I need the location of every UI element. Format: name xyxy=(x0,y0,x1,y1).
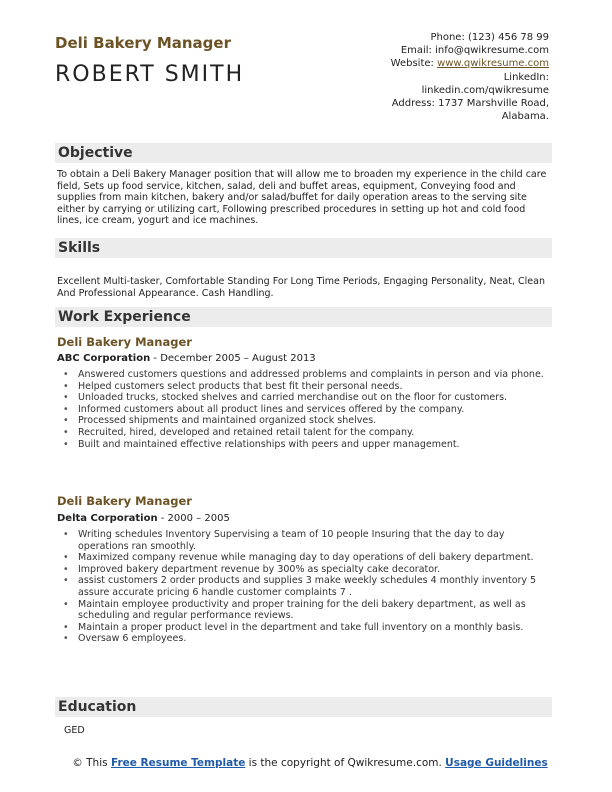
job-2-dates: - 2000 – 2005 xyxy=(157,513,230,524)
job-2-title: Deli Bakery Manager xyxy=(57,494,192,508)
job-1-title: Deli Bakery Manager xyxy=(57,335,192,349)
list-item: • Answered customers questions and addressed problems and complaints in person and via phone. xyxy=(57,369,552,381)
contact-linkedin-label: LinkedIn: xyxy=(503,71,549,83)
list-item: • assist customers 2 order products and supplies 3 make weekly schedules 4 monthly inventory 5 assure accurate pricing 6 handle customer complaints 7 . xyxy=(57,575,552,598)
education-heading: Education xyxy=(55,697,552,717)
list-item: • Built and maintained effective relationships with peers and upper management. xyxy=(57,439,552,451)
address-label: Address: xyxy=(391,98,435,110)
list-item: • Recruited, hired, developed and retained retail talent for the company. xyxy=(57,427,552,439)
footer xyxy=(60,757,560,770)
skills-text: Excellent Multi-tasker, Comfortable Standing For Long Time Periods, Engaging Personality, Neat, Clean And Professional Appearance. Cash Handling. xyxy=(57,276,545,299)
contact-linkedin-value: linkedin.com/qwikresume xyxy=(421,84,549,96)
job-2-company: Delta Corporation xyxy=(57,513,158,524)
job-1-bullets xyxy=(57,369,552,450)
list-item: • Maintain employee productivity and proper training for the deli bakery department, as well as scheduling and regular performance reviews. xyxy=(57,599,552,622)
address-line2: Alabama. xyxy=(501,111,549,123)
contact-website xyxy=(289,57,549,70)
contact-address xyxy=(289,97,549,110)
phone-value: (123) 456 78 99 xyxy=(468,32,549,43)
contact-phone xyxy=(289,31,549,44)
website-label: Website: xyxy=(390,58,434,70)
header-job-title: Deli Bakery Manager xyxy=(55,34,231,52)
usage-guidelines-link[interactable]: Usage Guidelines xyxy=(445,757,548,769)
contact-email xyxy=(289,44,549,57)
job-2-company-line xyxy=(57,513,230,524)
list-item: • Maximized company revenue while managing day to day operations of deli bakery department. xyxy=(57,552,552,564)
footer-prefix: © This xyxy=(72,757,111,769)
list-item: • Informed customers about all product lines and services offered by the company. xyxy=(57,404,552,416)
list-item: • Oversaw 6 employees. xyxy=(57,633,552,645)
list-item: • Improved bakery department revenue by 300% as specialty cake decorator. xyxy=(57,564,552,576)
work-experience-heading: Work Experience xyxy=(55,307,552,327)
footer-middle: is the copyright of Qwikresume.com. xyxy=(245,757,446,769)
free-resume-template-link[interactable]: Free Resume Template xyxy=(110,757,246,769)
list-item: • Unloaded trucks, stocked shelves and carried merchandise out on the floor for customers. xyxy=(57,392,552,404)
objective-text: To obtain a Deli Bakery Manager position that will allow me to broaden my experience in the child care field, Sets up food service, kitchen, salad, deli and buffet areas, equipment, Conveying food and supplies from main kitchen, bakery and/or salad/buffet for daily operation areas to the serving site either by carrying or utilizing cart, Following prescribed procedures in setting up hot and cold food lines, ice cream, yogurt and ice machines. xyxy=(57,169,547,227)
email-value: info@qwikresume.com xyxy=(435,45,549,57)
candidate-name: ROBERT SMITH xyxy=(55,62,245,87)
objective-heading: Objective xyxy=(55,143,552,163)
job-1-company: ABC Corporation xyxy=(57,353,151,364)
list-item: • Helped customers select products that best fit their personal needs. xyxy=(57,381,552,393)
job-1-company-line xyxy=(57,353,316,364)
job-1-dates: - December 2005 – August 2013 xyxy=(150,353,316,364)
contact-block xyxy=(289,31,549,123)
phone-label: Phone: xyxy=(430,32,465,43)
list-item: • Processed shipments and maintained organized stock shelves. xyxy=(57,415,552,427)
job-2-bullets xyxy=(57,529,552,645)
email-label: Email: xyxy=(400,45,432,57)
education-text: GED xyxy=(64,725,85,736)
skills-heading: Skills xyxy=(55,238,552,258)
list-item: • Maintain a proper product level in the department and take full inventory on a monthly basis. xyxy=(57,622,552,634)
address-line1: 1737 Marshville Road, xyxy=(438,98,549,110)
website-link[interactable]: www.qwikresume.com xyxy=(437,58,549,70)
list-item: • Writing schedules Inventory Supervising a team of 10 people Insuring that the day to day operations ran smoothly. xyxy=(57,529,552,552)
